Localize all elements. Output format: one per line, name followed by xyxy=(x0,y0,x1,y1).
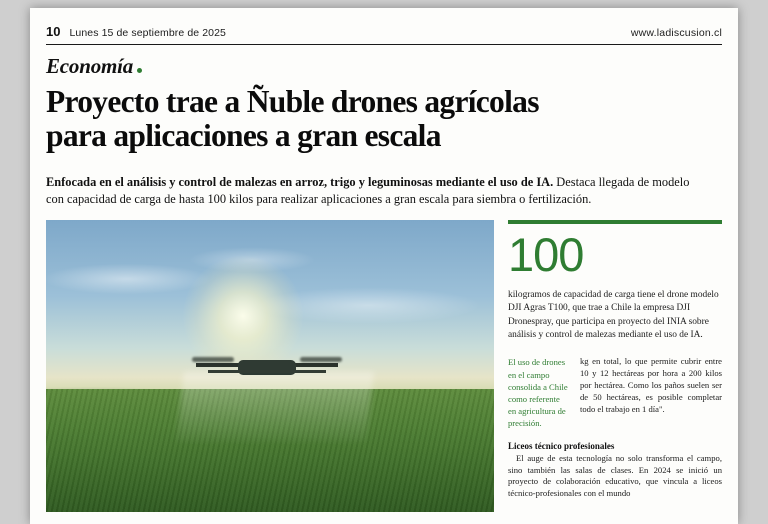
headline-line-2: para aplicaciones a gran escala xyxy=(46,117,441,153)
drone-illustration xyxy=(192,346,342,392)
paper-sheet xyxy=(30,8,738,524)
headline-line-1: Proyecto trae a Ñuble drones agrícolas xyxy=(46,84,539,119)
drone-spray-boom xyxy=(208,370,326,373)
drone-rotor-right xyxy=(300,357,342,362)
masthead xyxy=(46,24,722,45)
section-header xyxy=(46,54,722,79)
issue-date: Lunes 15 de septiembre de 2025 xyxy=(69,27,227,39)
sidebar-column xyxy=(508,220,722,512)
site-url[interactable]: www.ladiscusion.cl xyxy=(630,27,722,39)
masthead-left xyxy=(46,24,226,39)
lead-rest: Destaca llegada de modelo con capacidad de carga de hasta 100 kilos para realizar aplicaciones a gran escala para siembra o fertilización. xyxy=(46,174,690,206)
article-photo xyxy=(46,220,494,512)
drone-rotor-left xyxy=(192,357,234,362)
sidebar-column-text: kg en total, lo que permite cubrir entre 10 y 12 hectáreas por hora a 200 kilos por hectárea. Como los paños suelen ser de 50 hectáreas, es posible completar todo el trabajo en 1 día". xyxy=(580,356,722,414)
section-name: Economía xyxy=(46,54,134,78)
page-number: 10 xyxy=(46,24,61,39)
sidebar-rule xyxy=(508,220,722,224)
sidebar-number-text: kilogramos de capacidad de carga tiene el drone modelo DJI Agras T100, que trae a Chile la empresa DJI Dronespray, que participa en proyecto del INIA sobre análisis y control de malezas mediante el uso de IA. xyxy=(508,290,719,341)
pull-quote: El uso de drones en el campo consolida a Chile como referente en agricultura de precisión. xyxy=(508,357,568,428)
lead-paragraph xyxy=(46,174,710,208)
sidebar-big-number: 100 xyxy=(508,228,584,282)
photo-column xyxy=(46,220,494,512)
sidebar-sub-body: El auge de esta tecnología no solo transforma el campo, sino también las salas de clases. En 2024 se inició un proyecto de colaboración educativo, que vincula a liceos técnico-profesionales con el mundo xyxy=(508,452,722,499)
section-dot-icon xyxy=(137,68,142,73)
drone-arm-right xyxy=(290,363,338,367)
article-body xyxy=(46,220,722,512)
lead-bold: Enfocada en el análisis y control de malezas en arroz, trigo y leguminosas mediante el uso de IA. xyxy=(46,174,554,189)
page-title xyxy=(46,85,722,152)
drone-arm-left xyxy=(196,363,244,367)
sidebar-split xyxy=(508,356,722,428)
sidebar-subhead: Liceos técnico profesionales xyxy=(508,440,615,451)
